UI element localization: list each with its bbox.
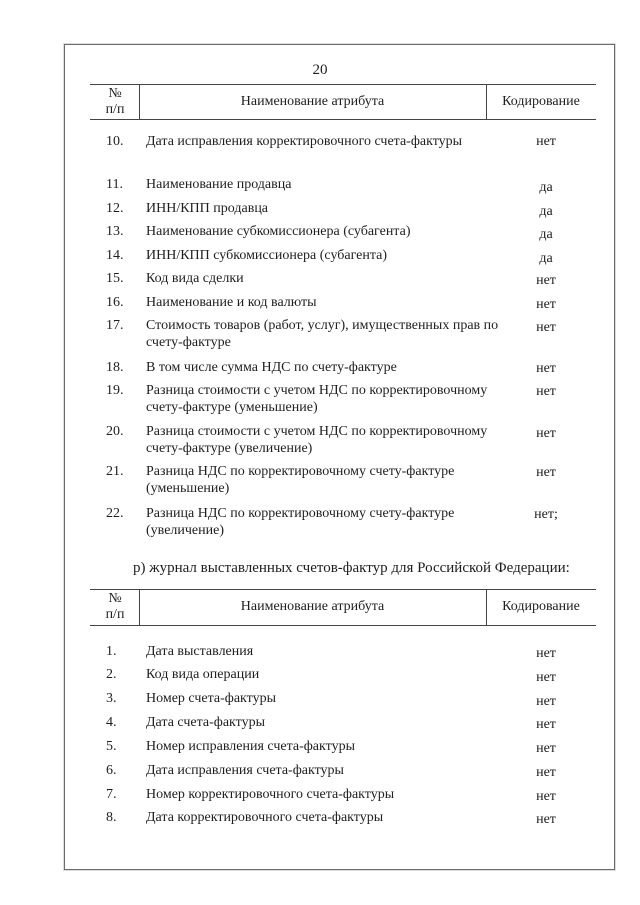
row-number: 3. [106, 691, 117, 706]
row-number: 16. [106, 295, 124, 310]
row-attribute: Стоимость товаров (работ, услуг), имущественных прав по счету-фактуре [146, 318, 499, 350]
table1-header-name: Наименование атрибута [240, 94, 385, 109]
row-attribute: Разница стоимости с учетом НДС по корректировочному счету-фактуре (уменьшение) [146, 383, 488, 415]
row-attribute: Наименование продавца [146, 177, 292, 192]
row-coding: нет [536, 320, 556, 335]
row-number: 17. [106, 318, 124, 333]
row-coding: нет [536, 134, 556, 149]
row-coding: нет [536, 789, 556, 804]
table2-header-name: Наименование атрибута [240, 599, 385, 614]
row-attribute: Наименование и код валюты [146, 295, 317, 310]
row-attribute: Разница стоимости с учетом НДС по корректировочному счету-фактуре (увеличение) [146, 424, 488, 456]
table2-header-code: Кодирование [502, 599, 580, 614]
row-attribute: Номер корректировочного счета-фактуры [146, 787, 395, 802]
row-number: 2. [106, 667, 117, 682]
row-number: 5. [106, 739, 117, 754]
row-attribute: Номер исправления счета-фактуры [146, 739, 355, 754]
row-number: 14. [106, 248, 124, 263]
row-number: 13. [106, 224, 124, 239]
row-coding: да [539, 204, 553, 219]
row-attribute: Дата выставления [146, 644, 254, 659]
row-number: 1. [106, 644, 117, 659]
row-number: 22. [106, 506, 124, 521]
row-coding: нет [536, 426, 556, 441]
row-coding: да [539, 180, 553, 195]
row-number: 19. [106, 383, 124, 398]
row-coding: нет [536, 670, 556, 685]
row-attribute: Разница НДС по корректировочному счету-фактуре (увеличение) [146, 506, 455, 538]
row-number: 8. [106, 810, 117, 825]
row-attribute: В том числе сумма НДС по счету-фактуре [146, 360, 397, 375]
table2-top-rule [90, 589, 596, 590]
row-attribute: Дата исправления счета-фактуры [146, 763, 344, 778]
row-coding: да [539, 227, 553, 242]
table2-header-num: № п/п [105, 591, 125, 622]
row-attribute: Разница НДС по корректировочному счету-фактуре (уменьшение) [146, 464, 455, 496]
row-attribute: Дата корректировочного счета-фактуры [146, 810, 384, 825]
row-coding: нет [536, 717, 556, 732]
page-number: 20 [312, 62, 328, 78]
row-coding: нет [536, 741, 556, 756]
table2-header-rule [90, 625, 596, 626]
row-coding: да [539, 251, 553, 266]
row-coding: нет [536, 384, 556, 399]
row-coding: нет [536, 646, 556, 661]
row-number: 15. [106, 271, 124, 286]
row-coding: нет [536, 465, 556, 480]
row-attribute: Дата исправления корректировочного счета-фактуры [146, 134, 463, 149]
row-attribute: Наименование субкомиссионера (субагента) [146, 224, 411, 239]
table1-header-code: Кодирование [502, 94, 580, 109]
table1-header-rule [90, 119, 596, 120]
row-attribute: ИНН/КПП субкомиссионера (субагента) [146, 248, 388, 263]
row-number: 20. [106, 424, 124, 439]
row-number: 18. [106, 360, 124, 375]
table1-top-rule [90, 84, 596, 85]
row-number: 6. [106, 763, 117, 778]
row-attribute: Код вида сделки [146, 271, 244, 286]
row-number: 7. [106, 787, 117, 802]
row-number: 4. [106, 715, 117, 730]
row-coding: нет [536, 361, 556, 376]
row-number: 10. [106, 134, 124, 149]
row-coding: нет; [534, 507, 558, 522]
row-attribute: Код вида операции [146, 667, 260, 682]
row-coding: нет [536, 273, 556, 288]
row-attribute: Номер счета-фактуры [146, 691, 277, 706]
row-number: 12. [106, 201, 124, 216]
row-number: 11. [106, 177, 123, 192]
row-attribute: Дата счета-фактуры [146, 715, 265, 730]
row-coding: нет [536, 765, 556, 780]
row-coding: нет [536, 812, 556, 827]
table1-header-num: № п/п [105, 86, 125, 117]
row-coding: нет [536, 297, 556, 312]
row-number: 21. [106, 464, 124, 479]
row-attribute: ИНН/КПП продавца [146, 201, 269, 216]
row-coding: нет [536, 694, 556, 709]
section-heading: р) журнал выставленных счетов-фактур для Российской Федерации: [133, 560, 570, 576]
